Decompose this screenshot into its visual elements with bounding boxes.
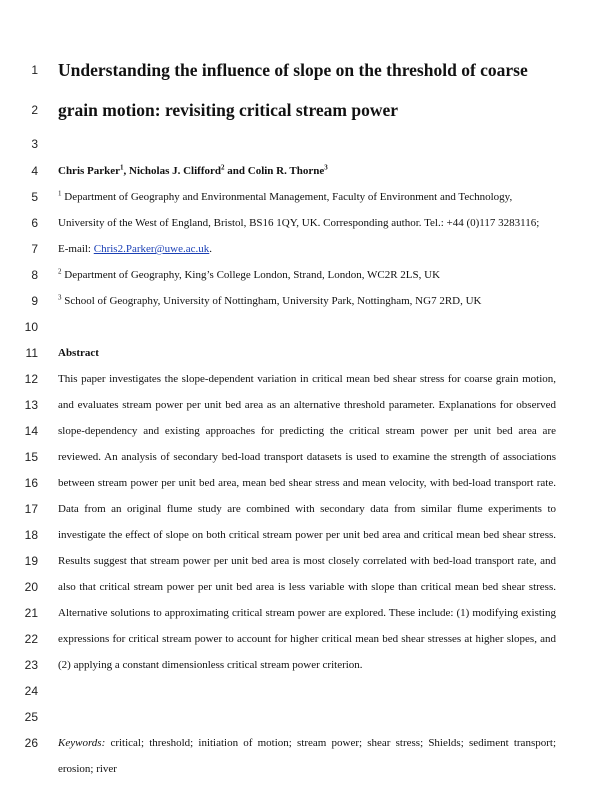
affiliation-2 xyxy=(58,268,556,282)
affiliation-mark: 2 xyxy=(58,267,62,276)
abstract-line: This paper investigates the slope-dependent variation in critical mean bed shear stress for coarse grain motion, xyxy=(58,373,556,385)
line-number: 13 xyxy=(24,398,38,412)
affiliation-text: Department of Geography and Environmental Management, Faculty of Environment and Technology, xyxy=(61,191,513,203)
line-number: 1 xyxy=(31,63,38,77)
author-separator: and xyxy=(224,165,248,177)
email-link[interactable]: Chris2.Parker@uwe.ac.uk xyxy=(93,243,210,255)
affiliation-1-email-line xyxy=(58,242,556,256)
line-number: 4 xyxy=(31,164,38,178)
abstract-line: reviewed. An analysis of secondary bed-load transport datasets is used to examine the strength of associations xyxy=(58,451,556,463)
line-number: 19 xyxy=(24,554,38,568)
affiliation-1-line-1 xyxy=(58,190,556,204)
author-name: Colin R. Thorne xyxy=(247,165,325,177)
abstract-line: (2) applying a constant dimensionless critical stream power criterion. xyxy=(58,659,363,671)
affiliation-3 xyxy=(58,294,556,308)
abstract-line: Results suggest that stream power per unit bed area is most closely correlated with bed-load transport rate, and xyxy=(58,555,556,567)
line-number: 9 xyxy=(31,294,38,308)
abstract-line: investigate the effect of slope on both critical stream power per unit bed area and critical mean bed shear stress. xyxy=(58,529,556,541)
abstract-heading: Abstract xyxy=(58,347,99,359)
affiliation-text: Department of Geography, King’s College London, Strand, London, WC2R 2LS, UK xyxy=(61,269,441,281)
author-name: Chris Parker xyxy=(58,165,121,177)
affiliation-text: School of Geography, University of Nottingham, University Park, Nottingham, NG7 2RD, UK xyxy=(61,295,482,307)
author-affiliation-mark: 1 xyxy=(120,163,124,172)
keywords-line-1 xyxy=(58,736,556,750)
affiliation-mark: 3 xyxy=(58,293,62,302)
line-number: 23 xyxy=(24,658,38,672)
line-number: 8 xyxy=(31,268,38,282)
line-number: 11 xyxy=(25,346,38,360)
line-number: 2 xyxy=(31,103,38,117)
keywords-text: critical; threshold; initiation of motion; stream power; shear stress; Shields; sediment transport; xyxy=(105,737,556,749)
abstract-line: expressions for critical stream power to account for higher critical mean bed shear stresses at higher slopes, and xyxy=(58,633,556,645)
abstract-line: between stream power per unit bed area, mean bed shear stress and mean velocity, with bed-load transport rate. xyxy=(58,477,556,489)
affiliation-mark: 1 xyxy=(58,189,62,198)
line-number: 6 xyxy=(31,216,38,230)
line-number: 3 xyxy=(31,137,38,151)
paper-title-line-1: Understanding the influence of slope on the threshold of coarse xyxy=(58,60,528,80)
line-number: 18 xyxy=(24,528,38,542)
line-number: 12 xyxy=(24,372,38,386)
line-number: 15 xyxy=(24,450,38,464)
line-number: 24 xyxy=(24,684,38,698)
line-number: 26 xyxy=(24,736,38,750)
abstract-line: Alternative solutions to approximating critical stream power are explored. These include: (1) modifying existing xyxy=(58,607,556,619)
author-name: Nicholas J. Clifford xyxy=(129,165,221,177)
affiliation-1-line-2: University of the West of England, Bristol, BS16 1QY, UK. Corresponding author. Tel.: +44 (0)117 3283116; xyxy=(58,217,540,229)
author-affiliation-mark: 3 xyxy=(324,163,328,172)
line-number: 20 xyxy=(24,580,38,594)
line-number: 10 xyxy=(24,320,38,334)
line-number: 17 xyxy=(24,502,38,516)
abstract-line: also that critical stream power per unit bed area is less variable with slope than critical mean bed shear stress. xyxy=(58,581,556,593)
line-number: 5 xyxy=(31,190,38,204)
author-separator: , xyxy=(123,165,130,177)
email-suffix: . xyxy=(209,243,213,255)
line-number: 21 xyxy=(24,606,38,620)
abstract-line: Data from an original flume study are combined with secondary data from similar flume experiments to xyxy=(58,503,556,515)
line-number: 22 xyxy=(24,632,38,646)
abstract-line: slope-dependency and existing approaches for predicting the critical stream power per unit bed area are xyxy=(58,425,556,437)
line-number: 16 xyxy=(24,476,38,490)
keywords-line-2: erosion; river xyxy=(58,763,117,775)
line-number: 7 xyxy=(31,242,38,256)
keywords-label: Keywords: xyxy=(58,737,106,749)
email-prefix: E-mail: xyxy=(58,243,94,255)
author-affiliation-mark: 2 xyxy=(221,163,225,172)
line-number: 25 xyxy=(24,710,38,724)
abstract-line: and evaluates stream power per unit bed area as an alternative threshold parameter. Explanations for observed xyxy=(58,399,556,411)
author-list xyxy=(58,164,556,178)
paper-title-line-2: grain motion: revisiting critical stream power xyxy=(58,100,399,120)
line-number: 14 xyxy=(24,424,38,438)
